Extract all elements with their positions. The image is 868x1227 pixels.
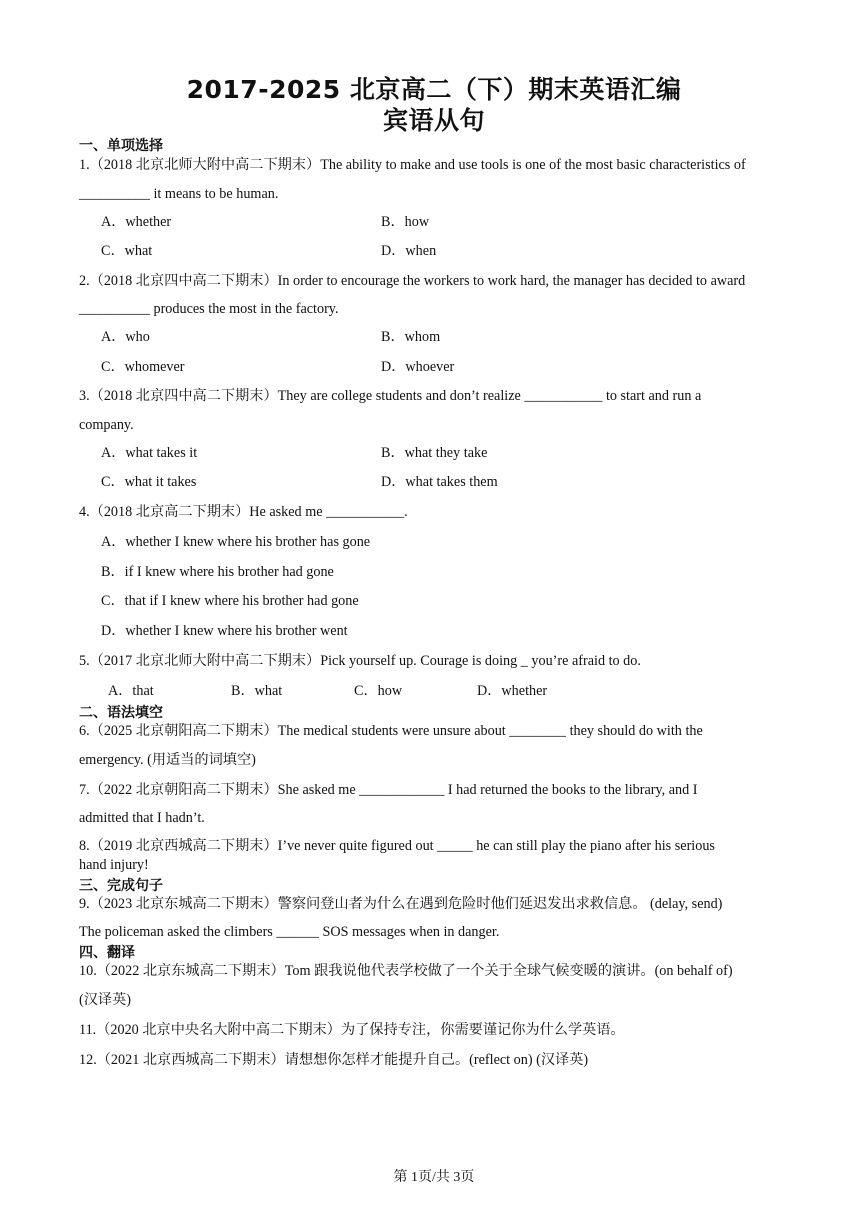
- question-3-stem: 3.（2018 北京四中高二下期末）They are college students and don’t realize ___________ to start and run a: [79, 388, 702, 404]
- document-title: 2017-2025 北京高二（下）期末英语汇编: [186, 75, 682, 104]
- question-2-option-c[interactable]: C．whomever: [101, 359, 185, 375]
- question-5-option-a[interactable]: A．that: [108, 683, 154, 699]
- section-heading-single-choice: 一、单项选择: [79, 138, 163, 154]
- question-1-option-a[interactable]: A．whether: [101, 214, 172, 230]
- section-heading-translation: 四、翻译: [79, 945, 135, 961]
- question-4-option-b[interactable]: B．if I knew where his brother had gone: [101, 564, 334, 580]
- question-3-option-d[interactable]: D．what takes them: [381, 474, 498, 490]
- question-3-option-b[interactable]: B．what they take: [381, 445, 488, 461]
- question-4-option-c[interactable]: C．that if I knew where his brother had gone: [101, 593, 359, 609]
- question-2-option-a[interactable]: A．who: [101, 329, 150, 345]
- question-1-option-d[interactable]: D．when: [381, 243, 437, 259]
- question-2-stem-cont: __________ produces the most in the factory.: [79, 301, 339, 317]
- question-2-option-d[interactable]: D．whoever: [381, 359, 455, 375]
- question-6-stem: 6.（2025 北京朝阳高二下期末）The medical students were unsure about ________ they should do with the: [79, 723, 703, 739]
- question-9-stem-cont: The policeman asked the climbers ______ SOS messages when in danger.: [79, 924, 500, 940]
- question-9-stem: 9.（2023 北京东城高二下期末）警察问登山者为什么在遇到危险时他们延迟发出求救信息。 (delay, send): [79, 896, 723, 912]
- question-3-stem-cont: company.: [79, 417, 134, 433]
- question-4-stem: 4.（2018 北京高二下期末）He asked me ___________.: [79, 504, 408, 520]
- question-7-stem: 7.（2022 北京朝阳高二下期末）She asked me ____________ I had returned the books to the library, and I: [79, 782, 698, 798]
- question-4-option-a[interactable]: A．whether I knew where his brother has gone: [101, 534, 371, 550]
- section-heading-grammar-fill: 二、语法填空: [79, 705, 163, 721]
- question-8-stem: 8.（2019 北京西城高二下期末）I’ve never quite figured out _____ he can still play the piano after his serious: [79, 838, 715, 854]
- question-3-option-a[interactable]: A．what takes it: [101, 445, 198, 461]
- section-heading-complete-sentences: 三、完成句子: [79, 878, 163, 894]
- question-7-stem-cont: admitted that I hadn’t.: [79, 810, 205, 826]
- question-3-option-c[interactable]: C．what it takes: [101, 474, 197, 490]
- question-8-stem-cont: hand injury!: [79, 857, 149, 873]
- question-4-option-d[interactable]: D．whether I knew where his brother went: [101, 623, 348, 639]
- question-10-stem-cont: (汉译英): [79, 992, 132, 1008]
- question-11-stem: 11.（2020 北京中央名大附中高二下期末）为了保持专注，你需要谨记你为什么学英语。: [79, 1022, 625, 1038]
- question-1-stem: 1.（2018 北京北师大附中高二下期末）The ability to make and use tools is one of the most basic characteristics of: [79, 157, 746, 173]
- page-footer: 第 1页/共 3页: [393, 1170, 475, 1185]
- question-6-stem-cont: emergency. (用适当的词填空): [79, 752, 256, 768]
- question-12-stem: 12.（2021 北京西城高二下期末）请想想你怎样才能提升自己。(reflect on) (汉译英): [79, 1052, 589, 1068]
- question-1-option-b[interactable]: B．how: [381, 214, 430, 230]
- question-2-option-b[interactable]: B．whom: [381, 329, 441, 345]
- question-5-option-b[interactable]: B．what: [231, 683, 283, 699]
- question-1-option-c[interactable]: C．what: [101, 243, 153, 259]
- question-5-option-d[interactable]: D．whether: [477, 683, 548, 699]
- question-1-stem-cont: __________ it means to be human.: [79, 186, 279, 202]
- document-subtitle: 宾语从句: [382, 106, 485, 135]
- question-10-stem: 10.（2022 北京东城高二下期末）Tom 跟我说他代表学校做了一个关于全球气候变暖的演讲。(on behalf of): [79, 963, 733, 979]
- question-2-stem: 2.（2018 北京四中高二下期末）In order to encourage the workers to work hard, the manager has decided to award: [79, 273, 746, 289]
- question-5-option-c[interactable]: C．how: [354, 683, 403, 699]
- question-5-stem: 5.（2017 北京北师大附中高二下期末）Pick yourself up. Courage is doing _ you’re afraid to do.: [79, 653, 641, 669]
